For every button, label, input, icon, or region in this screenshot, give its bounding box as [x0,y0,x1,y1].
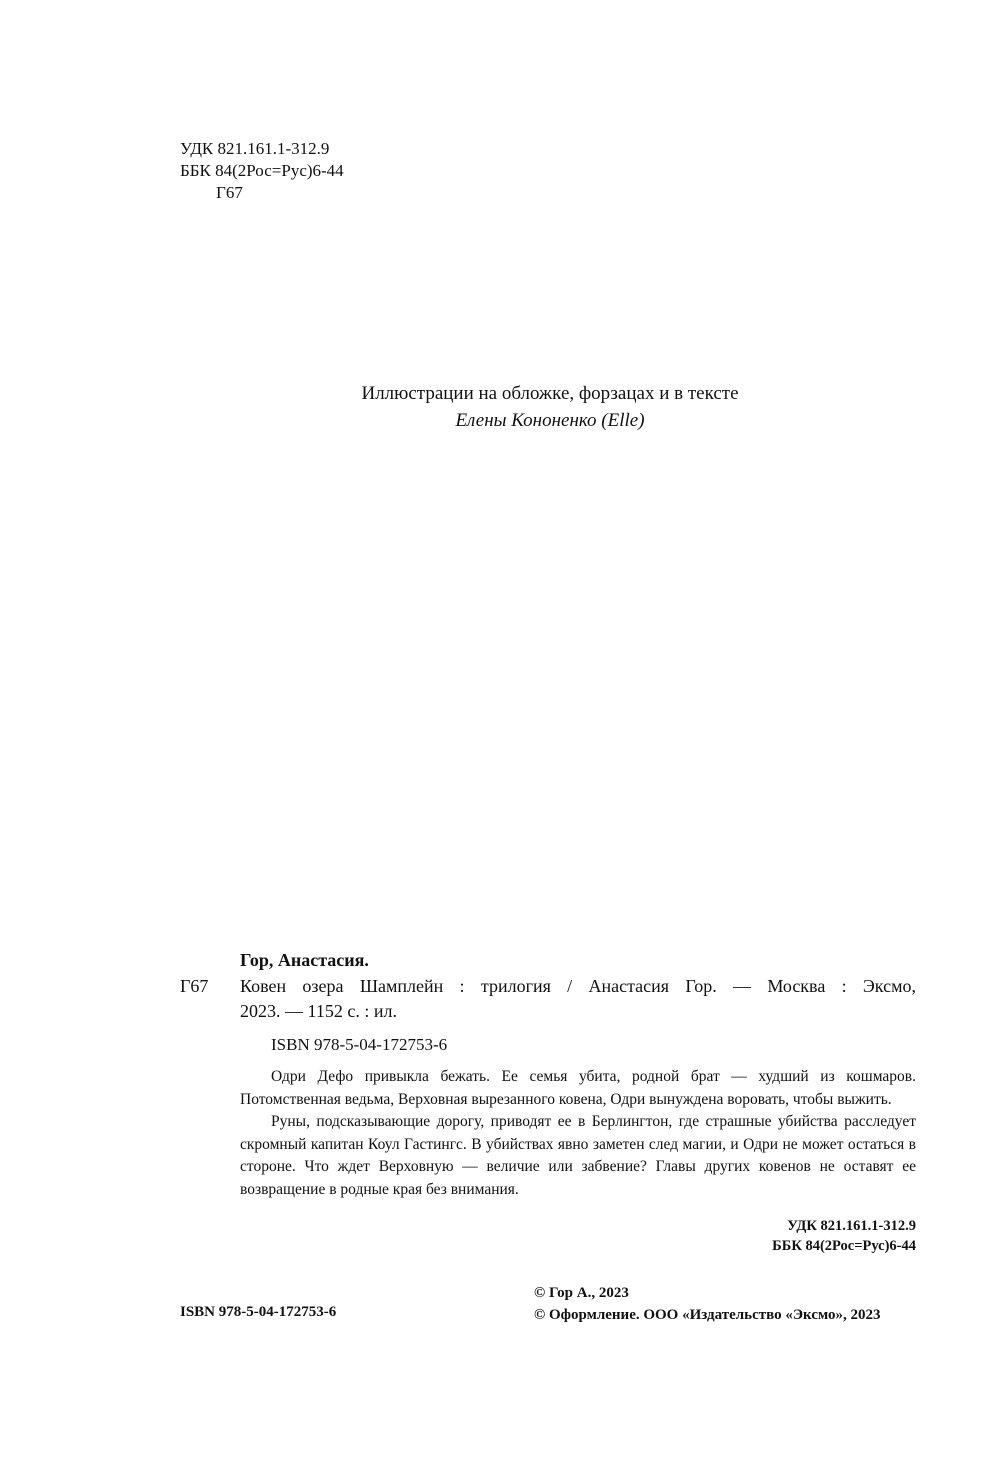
udk-code-bottom: УДК 821.161.1-312.9 [787,1218,916,1234]
top-classification-block [180,138,344,204]
annotation-paragraph-1: Одри Дефо привыкла бежать. Ее семья убита, родной брат — худший из кошмаров. Потомственная ведьма, Верховная вырезанного ковена, Одри вынуждена воровать, чтобы выжить. [240,1068,916,1108]
annotation [240,1066,916,1201]
copyright-author: © Гор А., 2023 [534,1285,629,1301]
bbk-code-bottom: ББК 84(2Рос=Рус)6-44 [772,1238,916,1254]
bbk-code: ББК 84(2Рос=Рус)6-44 [180,161,344,180]
copyright-block [534,1282,881,1326]
card-author: Гор, Анастасия. [240,950,369,970]
bottom-classification-block [772,1216,916,1256]
copyright-design: © Оформление. ООО «Издательство «Эксмо», 2023 [534,1307,881,1323]
illustrator-credit [0,380,1000,434]
udk-code: УДК 821.161.1-312.9 [180,139,330,158]
card-author-sign: Г67 [180,976,209,996]
title-line-1: Ковен озера Шамплейн : трилогия / Анастасия Гор. — Москва : Эксмо, [240,976,916,996]
credit-line: Иллюстрации на обложке, форзацах и в тексте [361,383,739,404]
card-isbn: ISBN 978-5-04-172753-6 [271,1035,448,1054]
bibliographic-description [240,974,916,1024]
illustrator-name: Елены Кононенко (Elle) [455,410,645,431]
annotation-paragraph-2: Руны, подсказывающие дорогу, приводят ее в Берлингтон, где страшные убийства расследует скромный капитан Коул Гастингс. В убийствах явно заметен след магии, и Одри не может остаться в стороне. Что ждет Верховную — величие или забвение? Главы других ковенов не оставят ее возвращение в родные края без внимания. [240,1113,916,1198]
footer-isbn: ISBN 978-5-04-172753-6 [180,1304,337,1320]
author-sign: Г67 [216,183,243,202]
title-line-2: 2023. — 1152 с. : ил. [240,1001,397,1021]
